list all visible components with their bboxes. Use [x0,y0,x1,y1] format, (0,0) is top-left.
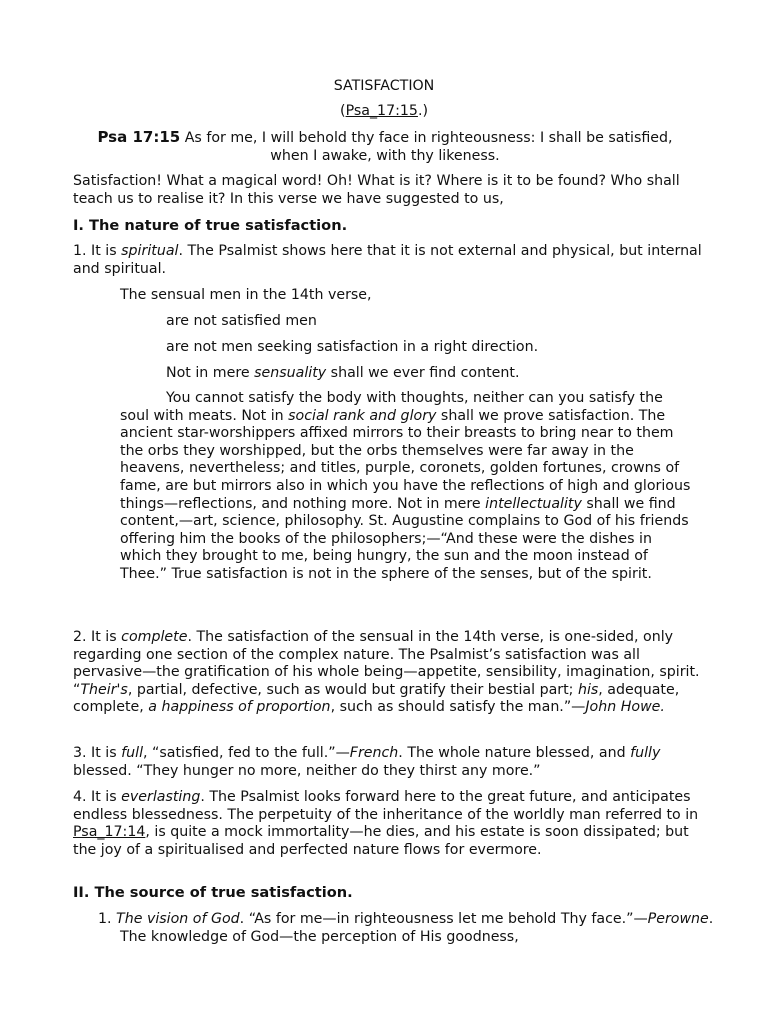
section-heading-2: II. The source of true satisfaction. [73,884,353,901]
indented-line-not-seeking: are not men seeking satisfaction in a right direction. [166,339,539,355]
indented-line-sensuality: Not in mere sensuality shall we ever find content. [166,365,520,381]
indented-line-sensual-men: The sensual men in the 14th verse, [120,287,372,303]
document-title: SATISFACTION [333,78,435,94]
scripture-reference-link[interactable]: Psa_17:15 [345,103,418,119]
scripture-link-14[interactable]: Psa_17:14 [73,824,146,841]
long-quote-paragraph: You cannot satisfy the body with thoughts, neither can you satisfy the soul with meats. Not in social rank and glory shall we prove satisfaction. The ancient star-worshippers affixed mirrors to their breasts to bring near to them the orbs they worshipped, but the orbs themselves were far away in the heavens, nevertheless; and titles, purple, coronets, golden fortunes, crowns of fame, are but mirrors also in which you have the reflections of high and glorious things—reflections, and nothing more. Not in mere intellectuality shall we find content,—art, science, philosophy. St. Augustine complains to God of his friends offering him the books of the philosophers;—“And these were the dishes in which they brought to me, being hungry, the sun and the moon instead of Thee.” True satisfaction is not in the sphere of the senses, but of the spirit. [120,390,691,582]
scripture-reference: (Psa_17:15.) [340,103,428,119]
section-heading-1: I. The nature of true satisfaction. [73,217,348,234]
paragraph-complete: 2. It is complete. The satisfaction of the sensual in the 14th verse, is one-sided, only regarding one section of the complex nature. The Psalmist’s satisfaction was all pervasive—the gratification of his whole being—appetite, sensibility, imagination, spirit. “Their's, partial, defective, such as would but gratify their bestial part; his, adequate, complete, a happiness of proportion, such as should satisfy the man.”—John Howe. [73,629,700,716]
paragraph-full: 3. It is full, “satisfied, fed to the full.”—French. The whole nature blessed, and fully blessed. “They hunger no more, neither do they thirst any more.” [73,745,661,779]
indented-line-not-satisfied: are not satisfied men [166,313,317,329]
verse-reference: Psa 17:15 [97,128,181,146]
verse-text: Psa 17:15 As for me, I will behold thy face in righteousness: I shall be satisfied, when I awake, with thy likeness. [97,128,673,164]
paragraph-everlasting: 4. It is everlasting. The Psalmist looks forward here to the great future, and anticipates endless blessedness. The perpetuity of the inheritance of the worldly man referred to in Psa_17:14, is quite a mock immortality—he dies, and his estate is soon dissipated; but the joy of a spiritualised and perfected nature flows for evermore. [73,789,699,858]
paragraph-spiritual: 1. It is spiritual. The Psalmist shows here that it is not external and physical, but internal and spiritual. [73,243,702,277]
intro-paragraph: Satisfaction! What a magical word! Oh! What is it? Where is it to be found? Who shall teach us to realise it? In this verse we have suggested to us, [73,173,680,207]
list-item-vision-of-god: 1. The vision of God. “As for me—in righteousness let me behold Thy face.”—Perowne. The knowledge of God—the perception of His goodness, [98,911,714,945]
